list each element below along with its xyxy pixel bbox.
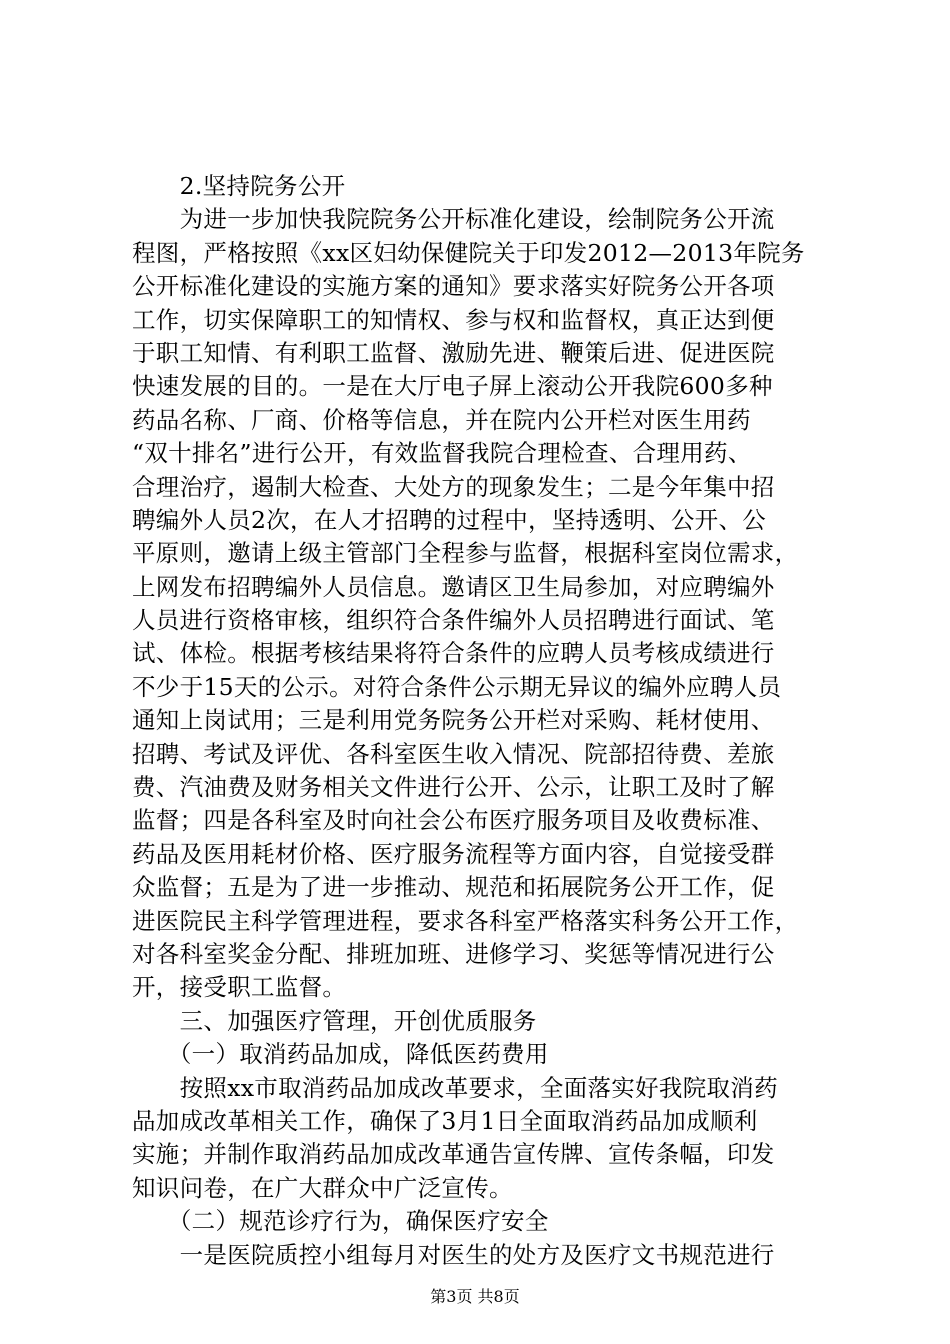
text-line: 人员进行资格审核，组织符合条件编外人员招聘进行面试、笔: [132, 606, 775, 635]
text-line: 招聘、考试及评优、各科室医生收入情况、院部招待费、差旅: [132, 739, 775, 768]
text-line: 进医院民主科学管理进程，要求各科室严格落实科务公开工作，: [132, 906, 799, 935]
text-line: 聘编外人员2次，在人才招聘的过程中，坚持透明、公开、公: [132, 505, 767, 534]
page-footer: 第3页 共8页: [430, 1287, 520, 1306]
text-line: 监督；四是各科室及时向社会公布医疗服务项目及收费标准、: [132, 806, 775, 835]
text-line: “双十排名”进行公开，有效监督我院合理检查、合理用药、: [132, 439, 752, 468]
text-line: 2.坚持院务公开: [132, 172, 346, 200]
text-line: 开，接受职工监督。: [132, 973, 347, 1002]
text-line: 按照xx市取消药品加成改革要求，全面落实好我院取消药: [132, 1073, 778, 1102]
text-line: 于职工知情、有利职工监督、激励先进、鞭策后进、促进医院: [132, 338, 775, 367]
text-line: 不少于15天的公示。对符合条件公示期无异议的编外应聘人员: [132, 672, 782, 701]
text-line: 一是医院质控小组每月对医生的处方及医疗文书规范进行: [132, 1240, 775, 1269]
text-line: 为进一步加快我院院务公开标准化建设，绘制院务公开流: [132, 205, 775, 234]
text-line: 药品名称、厂商、价格等信息，并在院内公开栏对医生用药: [132, 405, 751, 434]
text-line: 品加成改革相关工作，确保了3月1日全面取消药品加成顺利: [132, 1106, 758, 1135]
text-line: 试、体检。根据考核结果将符合条件的应聘人员考核成绩进行: [132, 639, 775, 668]
document-body: [132, 170, 832, 1272]
text-line: 上网发布招聘编外人员信息。邀请区卫生局参加，对应聘编外: [132, 572, 775, 601]
text-line: 合理治疗，遏制大检查、大处方的现象发生；二是今年集中招: [132, 472, 775, 501]
text-line: 对各科室奖金分配、排班加班、进修学习、奖惩等情况进行公: [132, 939, 775, 968]
text-line: （一）取消药品加成，降低医药费用: [132, 1040, 549, 1069]
text-line: 众监督；五是为了进一步推动、规范和拓展院务公开工作，促: [132, 873, 775, 902]
text-line: 通知上岗试用；三是利用党务院务公开栏对采购、耗材使用、: [132, 706, 775, 735]
text-line: 快速发展的目的。一是在大厅电子屏上滚动公开我院600多种: [132, 372, 773, 401]
text-line: 知识问卷，在广大群众中广泛宣传。: [132, 1173, 513, 1202]
text-line: 公开标准化建设的实施方案的通知》要求落实好院务公开各项: [132, 272, 775, 301]
text-line: 工作，切实保障职工的知情权、参与权和监督权，真正达到便: [132, 305, 775, 334]
text-line: 平原则，邀请上级主管部门全程参与监督，根据科室岗位需求，: [132, 539, 799, 568]
text-line: 药品及医用耗材价格、医疗服务流程等方面内容，自觉接受群: [132, 839, 775, 868]
text-line: 费、汽油费及财务相关文件进行公开、公示，让职工及时了解: [132, 773, 775, 802]
text-line: 实施；并制作取消药品加成改革通告宣传牌、宣传条幅，印发: [132, 1140, 775, 1169]
text-line: 程图，严格按照《xx区妇幼保健院关于印发2012—2013年院务: [132, 238, 805, 267]
text-line: （二）规范诊疗行为，确保医疗安全: [132, 1207, 549, 1236]
text-line: 三、加强医疗管理，开创优质服务: [132, 1006, 537, 1035]
